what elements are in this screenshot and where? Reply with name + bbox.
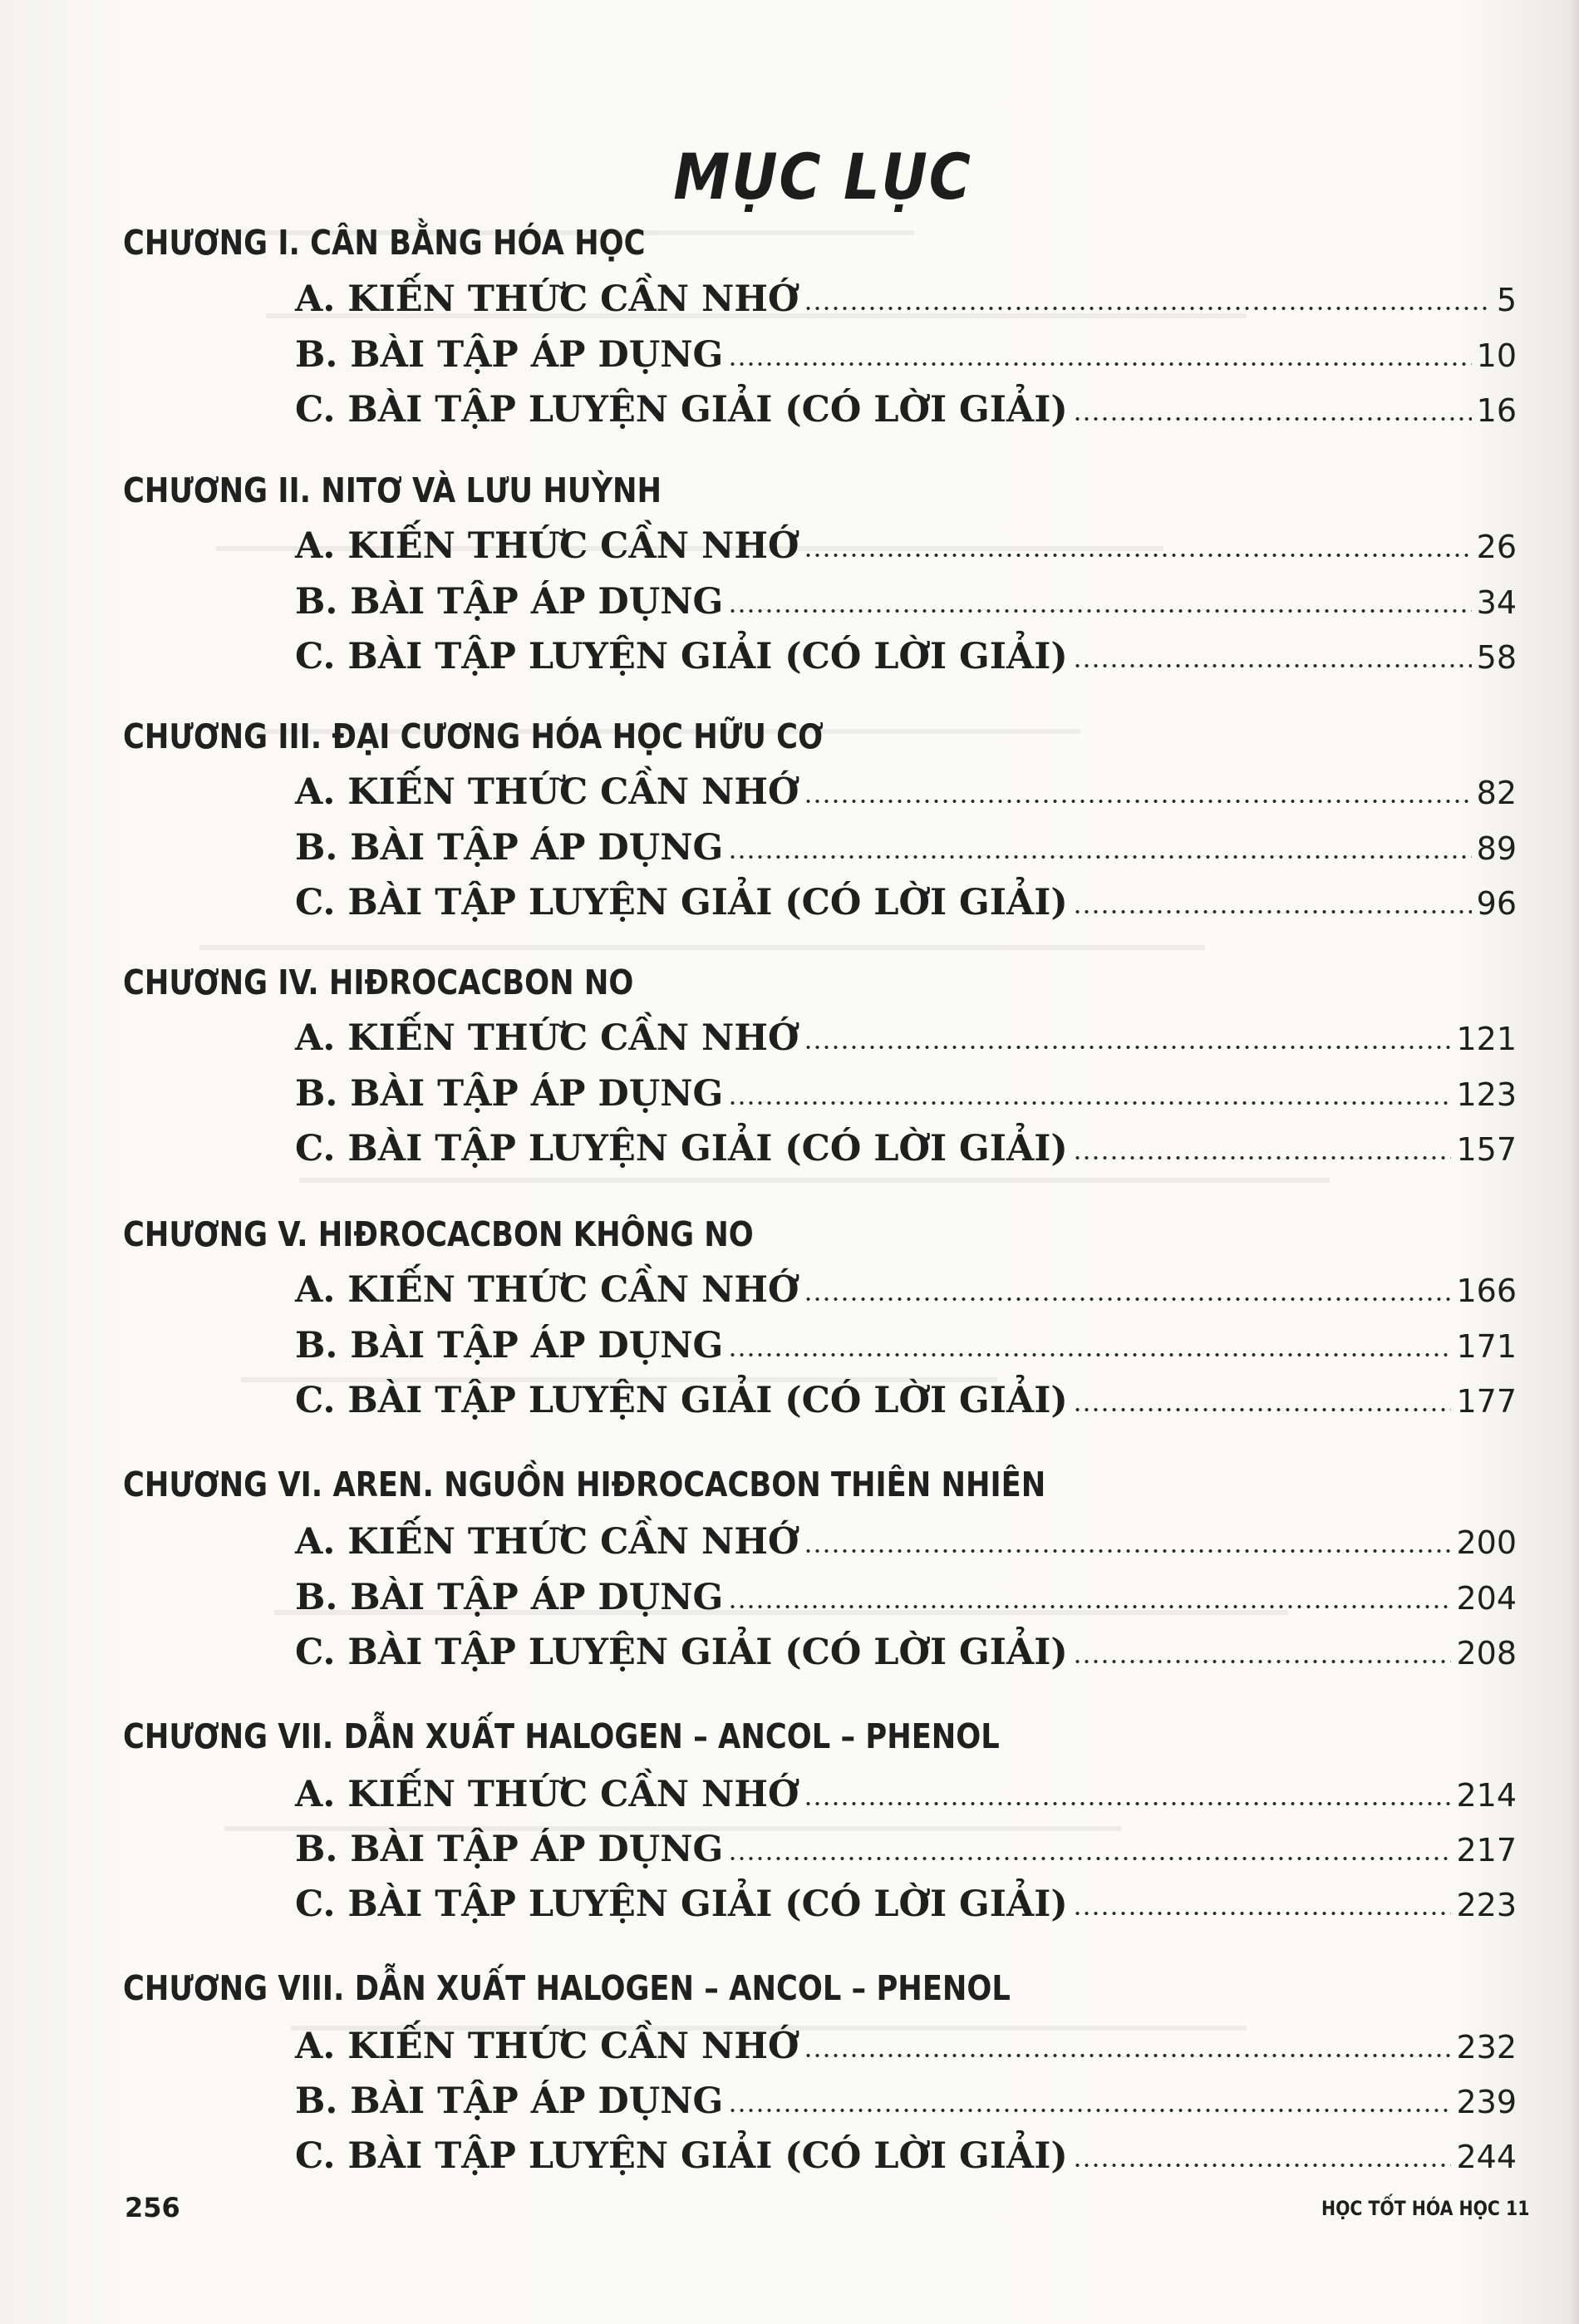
toc-entry-page: 157 (1456, 1131, 1517, 1168)
toc-entry-page: 58 (1476, 639, 1517, 676)
chapter-heading: CHƯƠNG VI. AREN. NGUỒN HIĐROCACBON THIÊN NHIÊN (123, 1465, 1046, 1504)
toc-entry-page: 177 (1456, 1383, 1517, 1420)
chapter-heading: CHƯƠNG VIII. DẪN XUẤT HALOGEN – ANCOL – PHENOL (123, 1968, 1011, 2008)
toc-entry-page: 217 (1456, 1832, 1517, 1869)
toc-entry (295, 2135, 1517, 2185)
toc-entry-page: 244 (1456, 2139, 1517, 2175)
toc-entry-label: A. KIẾN THỨC CẦN NHỚ (295, 771, 799, 813)
toc-entry-label: A. KIẾN THỨC CẦN NHỚ (295, 1521, 799, 1563)
dot-leader (804, 2046, 1451, 2058)
page-number: 256 (125, 2192, 180, 2223)
toc-entry-label: B. BÀI TẬP ÁP DỤNG (295, 1325, 724, 1366)
toc-entry (295, 1774, 1517, 1824)
toc-entry-page: 214 (1456, 1777, 1517, 1814)
toc-entry-label: B. BÀI TẬP ÁP DỤNG (295, 2080, 724, 2122)
dot-leader (728, 1346, 1451, 1357)
toc-entry (295, 1521, 1517, 1571)
toc-entry-label: B. BÀI TẬP ÁP DỤNG (295, 1577, 724, 1618)
toc-entry-label: B. BÀI TẬP ÁP DỤNG (295, 827, 724, 869)
toc-entry-label: A. KIẾN THỨC CẦN NHỚ (295, 1774, 799, 1815)
dot-leader (728, 1598, 1451, 1609)
toc-entry-page: 171 (1456, 1328, 1517, 1365)
dot-leader (804, 1038, 1451, 1050)
toc-entry (295, 278, 1517, 328)
toc-entry (295, 1883, 1517, 1933)
toc-entry-page: 239 (1456, 2084, 1517, 2120)
toc-entry-page: 82 (1476, 775, 1517, 811)
toc-entry-page: 16 (1476, 392, 1517, 429)
dot-leader (728, 848, 1471, 859)
dot-leader (728, 355, 1471, 367)
page-title: MỤC LỤC (673, 140, 972, 214)
toc-entry (295, 636, 1517, 686)
toc-entry (295, 1632, 1517, 1681)
toc-entry-label: A. KIẾN THỨC CẦN NHỚ (295, 278, 799, 320)
chapter-heading: CHƯƠNG IV. HIĐROCACBON NO (123, 963, 634, 1002)
running-footer-title: HỌC TỐT HÓA HỌC 11 (1321, 2197, 1530, 2220)
toc-entry-label: A. KIẾN THỨC CẦN NHỚ (295, 2026, 799, 2067)
toc-entry-label: C. BÀI TẬP LUYỆN GIẢI (CÓ LỜI GIẢI) (295, 2135, 1068, 2177)
toc-entry-label: C. BÀI TẬP LUYỆN GIẢI (CÓ LỜI GIẢI) (295, 1632, 1068, 1673)
toc-entry-page: 223 (1456, 1887, 1517, 1923)
toc-entry-page: 89 (1476, 830, 1517, 867)
toc-entry-label: C. BÀI TẬP LUYỆN GIẢI (CÓ LỜI GIẢI) (295, 1883, 1068, 1925)
toc-entry-page: 204 (1456, 1580, 1517, 1617)
dot-leader (804, 1795, 1451, 1806)
toc-entry-label: A. KIẾN THỨC CẦN NHỚ (295, 1269, 799, 1311)
toc-entry-page: 232 (1456, 2029, 1517, 2066)
toc-entry (295, 882, 1517, 932)
toc-entry (295, 1577, 1517, 1627)
toc-entry-label: B. BÀI TẬP ÁP DỤNG (295, 334, 724, 376)
dot-leader (804, 792, 1471, 804)
dot-leader (728, 602, 1471, 613)
chapter-heading: CHƯƠNG III. ĐẠI CƯƠNG HÓA HỌC HỮU CƠ (123, 716, 824, 756)
dot-leader (1073, 1652, 1452, 1664)
toc-entry (295, 1325, 1517, 1375)
toc-entry-page: 5 (1496, 282, 1517, 318)
toc-entry-label: A. KIẾN THỨC CẦN NHỚ (295, 525, 799, 567)
toc-entry-page: 26 (1476, 529, 1517, 565)
dot-leader (804, 299, 1491, 311)
chapter-heading: CHƯƠNG VII. DẪN XUẤT HALOGEN – ANCOL – PHENOL (123, 1716, 1000, 1756)
chapter-heading: CHƯƠNG V. HIĐROCACBON KHÔNG NO (123, 1214, 754, 1254)
toc-entry-label: B. BÀI TẬP ÁP DỤNG (295, 581, 724, 623)
dot-leader (728, 1094, 1451, 1105)
toc-entry (295, 1073, 1517, 1123)
dot-leader (1073, 1904, 1452, 1916)
dot-leader (1073, 1149, 1452, 1160)
toc-entry-label: B. BÀI TẬP ÁP DỤNG (295, 1073, 724, 1115)
dot-leader (1073, 903, 1472, 914)
toc-entry-label: C. BÀI TẬP LUYỆN GIẢI (CÓ LỜI GIẢI) (295, 636, 1068, 677)
toc-entry (295, 1269, 1517, 1319)
toc-entry-label: C. BÀI TẬP LUYỆN GIẢI (CÓ LỜI GIẢI) (295, 882, 1068, 923)
toc-entry-page: 200 (1456, 1524, 1517, 1561)
toc-entry-page: 96 (1476, 885, 1517, 922)
dot-leader (1073, 2156, 1452, 2168)
toc-entry (295, 1380, 1517, 1430)
toc-entry (295, 525, 1517, 575)
dot-leader (1073, 657, 1472, 668)
toc-entry-page: 123 (1456, 1076, 1517, 1113)
toc-entry-label: B. BÀI TẬP ÁP DỤNG (295, 1829, 724, 1870)
toc-entry-label: A. KIẾN THỨC CẦN NHỚ (295, 1017, 799, 1059)
toc-entry (295, 2026, 1517, 2075)
chapter-heading: CHƯƠNG I. CÂN BẰNG HÓA HỌC (123, 223, 646, 263)
dot-leader (804, 1290, 1451, 1302)
dot-leader (804, 546, 1471, 558)
toc-entry-label: C. BÀI TẬP LUYỆN GIẢI (CÓ LỜI GIẢI) (295, 1128, 1068, 1169)
toc-entry-page: 10 (1476, 337, 1517, 374)
toc-entry (295, 581, 1517, 631)
dot-leader (1073, 410, 1472, 421)
toc-entry (295, 827, 1517, 877)
toc-entry (295, 1017, 1517, 1067)
dot-leader (728, 2101, 1451, 2113)
toc-entry (295, 334, 1517, 384)
toc-entry (295, 2080, 1517, 2130)
toc-entry (295, 1128, 1517, 1178)
chapter-heading: CHƯƠNG II. NITƠ VÀ LƯU HUỲNH (123, 470, 662, 510)
toc-entry-label: C. BÀI TẬP LUYỆN GIẢI (CÓ LỜI GIẢI) (295, 1380, 1068, 1421)
dot-leader (1073, 1401, 1452, 1412)
toc-entry-page: 166 (1456, 1273, 1517, 1309)
dot-leader (728, 1849, 1451, 1861)
page-edge-shadow (1567, 0, 1579, 2324)
toc-entry-page: 34 (1476, 584, 1517, 621)
toc-entry-page: 208 (1456, 1635, 1517, 1672)
dot-leader (804, 1542, 1451, 1553)
toc-entry (295, 1829, 1517, 1878)
toc-entry-page: 121 (1456, 1021, 1517, 1057)
toc-entry (295, 389, 1517, 439)
toc-entry (295, 771, 1517, 821)
toc-entry-label: C. BÀI TẬP LUYỆN GIẢI (CÓ LỜI GIẢI) (295, 389, 1068, 431)
